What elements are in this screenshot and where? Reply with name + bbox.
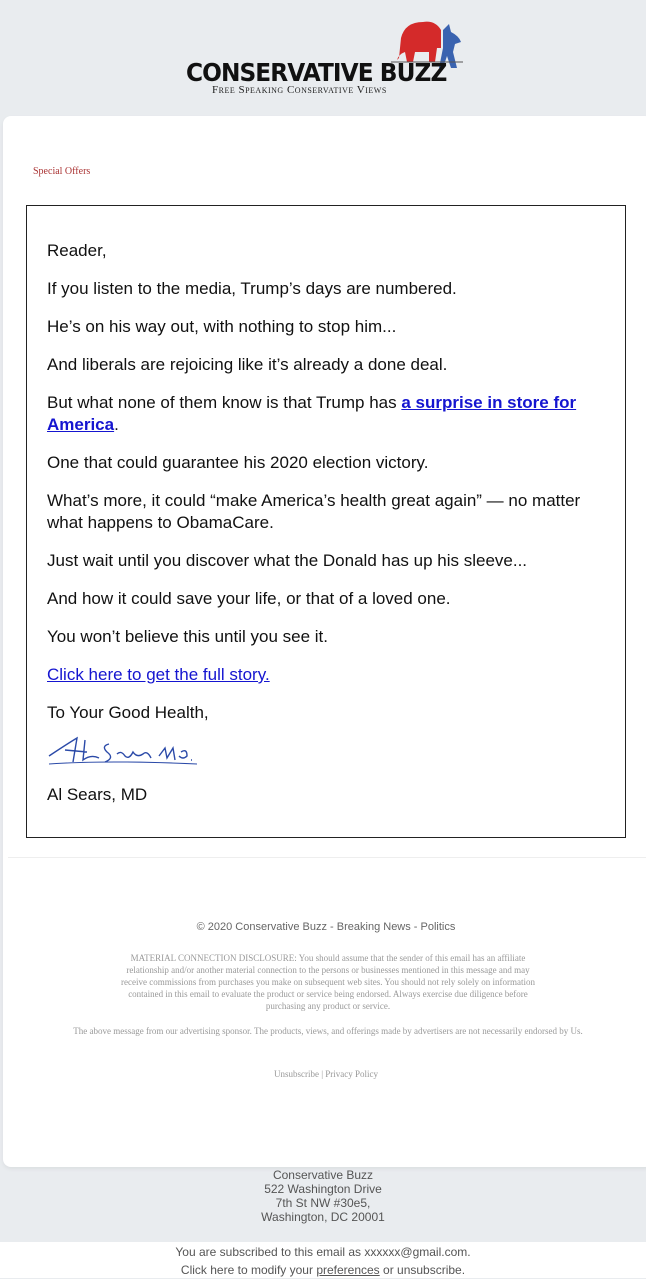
logo-tagline: Free Speaking Conservative Views bbox=[212, 84, 387, 96]
paragraph: Just wait until you discover what the Donald has up his sleeve... bbox=[47, 551, 528, 570]
address-line: 7th St NW #30e5, bbox=[275, 1196, 371, 1210]
address-line: Washington, DC 20001 bbox=[261, 1210, 385, 1224]
paragraph: One that could guarantee his 2020 election victory. bbox=[47, 453, 429, 472]
subscribed-text: You are subscribed to this email as xxxxxx@gmail.com. bbox=[175, 1245, 471, 1259]
paragraph: You won’t believe this until you see it. bbox=[47, 627, 328, 646]
logo-title: CONSERVATIVE BUZZ bbox=[186, 58, 447, 87]
unsubscribe-link[interactable]: Unsubscribe bbox=[273, 1069, 319, 1079]
copyright: © 2020 Conservative Buzz - Breaking News - Politics bbox=[196, 921, 456, 933]
footer-links bbox=[3, 1069, 646, 1079]
paragraph bbox=[47, 392, 605, 436]
address bbox=[0, 1168, 646, 1224]
address-line: Conservative Buzz bbox=[272, 1168, 374, 1182]
email-card bbox=[3, 116, 646, 1167]
sender-name: Al Sears, MD bbox=[47, 785, 148, 804]
paragraph: What’s more, it could “make America’s health great again” — no matter what happens to ObamaCare. bbox=[47, 491, 581, 532]
subscription-footer bbox=[0, 1242, 646, 1278]
modify-text bbox=[0, 1261, 646, 1279]
paragraph: And liberals are rejoicing like it’s already a done deal. bbox=[47, 355, 448, 374]
paragraph: He’s on his way out, with nothing to stop him... bbox=[47, 317, 397, 336]
closing: To Your Good Health, bbox=[47, 703, 209, 722]
text: But what none of them know is that Trump has bbox=[47, 393, 402, 412]
signature-image bbox=[47, 734, 605, 772]
divider bbox=[8, 857, 646, 858]
sponsor-notice: The above message from our advertising sponsor. The products, views, and offerings made by advertisers are not necessarily endorsed by Us. bbox=[73, 1026, 583, 1036]
preferences-link[interactable]: preferences bbox=[316, 1263, 380, 1277]
text: . bbox=[114, 415, 119, 434]
greeting: Reader, bbox=[47, 241, 107, 260]
special-offers-label: Special Offers bbox=[33, 166, 91, 177]
separator: | bbox=[318, 1069, 326, 1079]
letter-box bbox=[26, 205, 626, 838]
text: Click here to modify your bbox=[180, 1263, 317, 1277]
logo bbox=[186, 18, 462, 98]
disclosure: MATERIAL CONNECTION DISCLOSURE: You should assume that the sender of this email has an affiliate relationship and/or another material connection to the persons or businesses mentioned in this message and may receive commissions from purchases you make on subsequent web sites. You should not rely solely on information contained in this email to evaluate the product or service being endorsed. Always exercise due diligence before purchasing any product or service. bbox=[121, 953, 535, 1011]
paragraph: And how it could save your life, or that of a loved one. bbox=[47, 589, 451, 608]
paragraph: If you listen to the media, Trump’s days are numbered. bbox=[47, 279, 457, 298]
full-story-link[interactable]: Click here to get the full story. bbox=[47, 665, 270, 684]
surprise-link[interactable]: a surprise in store for America bbox=[47, 393, 577, 434]
address-line: 522 Washington Drive bbox=[264, 1182, 382, 1196]
text: or unsubscribe. bbox=[379, 1263, 466, 1277]
privacy-policy-link[interactable]: Privacy Policy bbox=[325, 1069, 379, 1079]
